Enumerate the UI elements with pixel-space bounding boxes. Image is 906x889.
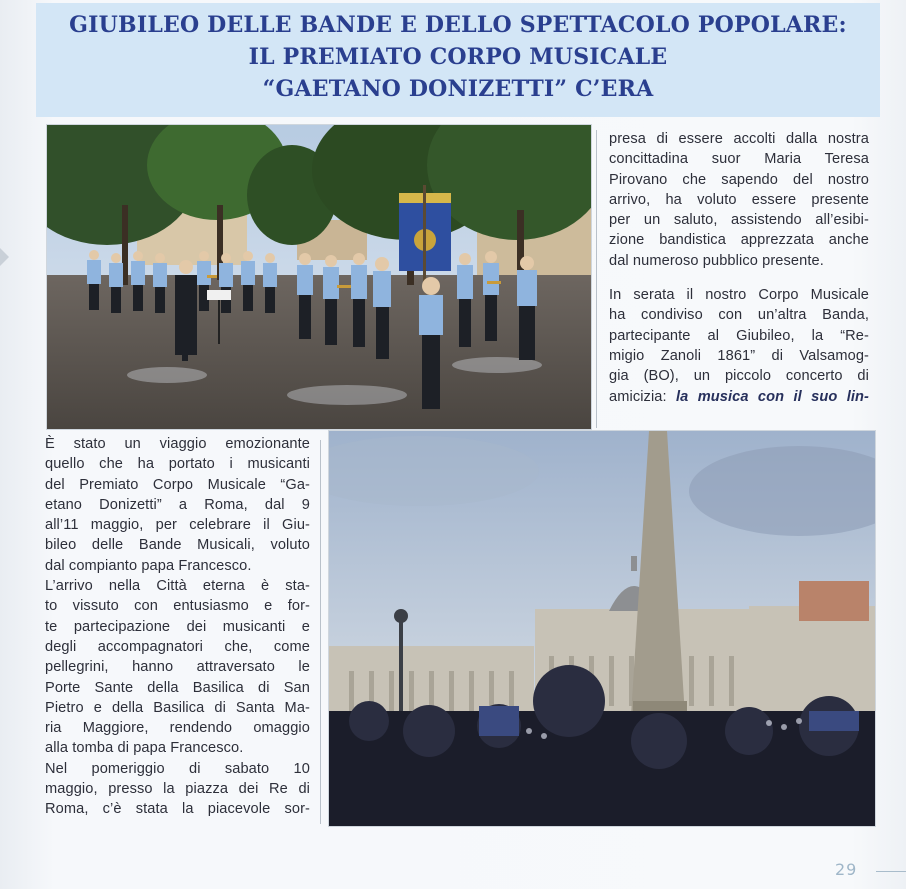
left-para2-line-2: to vissuto con entusiasmo e for- [45,598,310,615]
st-peters-square-photo [328,430,876,827]
right-para1-line-5: per un saluto, assistendo all’esibi- [609,212,869,229]
band-performance-illustration [47,125,591,429]
right-para2-line-6-plain: amicizia: [609,388,676,405]
left-para1-line-1: È stato un viaggio emozionante [45,436,310,452]
page-number-rule [876,871,906,872]
article-title-line-3: “GAETANO DONIZETTI” C’ERA [262,76,654,102]
right-para2-line-1: In serata il nostro Corpo Musicale [609,287,869,304]
right-para2-line-6 [609,387,869,407]
right-para2-line-3: partecipante al Giubileo, la “Re- [609,327,869,344]
left-para3-line-2: maggio, presso la piazza dei Re di [45,781,310,798]
st-peters-square-illustration [329,431,875,826]
left-para2-line-7: Pietro e della Basilica di Santa Ma- [45,699,310,716]
right-para2-line-5: gia (BO), un piccolo concerto di [609,368,869,385]
article-left-column [45,434,310,820]
left-para1-line-6: bileo delle Bande Musicali, voluto [45,537,310,554]
right-para2-line-6-emphasis: la musica con il suo lin- [676,388,869,405]
paragraph-gap [609,271,869,285]
article-title-line-2: IL PREMIATO CORPO MUSICALE [248,44,668,70]
right-para1-line-3: Pirovano che sapendo del nostro [609,171,869,188]
column-divider-left [320,440,321,824]
article-title-box [36,3,880,117]
left-para2-line-3: te partecipazione dei musicanti e [45,618,310,635]
page-number: 29 [835,860,858,879]
left-para2-line-9: alla tomba di papa Francesco. [45,740,244,757]
right-para1-line-2: concittadina suor Maria Teresa [609,151,869,168]
article-title-line-1: GIUBILEO DELLE BANDE E DELLO SPETTACOLO POPOLARE: [69,12,847,38]
left-para1-line-4: etano Donizetti” a Roma, dal 9 [45,496,310,513]
left-para1-line-2: quello che ha portato i musicanti [45,456,310,473]
left-para2-line-6: Porte Sante della Basilica di San [45,679,310,696]
right-para2-line-2: ha condiviso con un’altra Banda, [609,307,869,324]
article-right-column [609,129,869,407]
left-para1-line-7: dal compianto papa Francesco. [45,557,252,574]
left-para3-line-3: Roma, c’è stata la piacevole sor- [45,801,310,818]
band-performance-photo [46,124,592,430]
right-para1-line-4: arrivo, ha voluto essere presente [609,191,869,208]
left-para1-line-5: all’11 maggio, per celebrare il Giu- [45,517,310,534]
right-para1-line-6: zione bandistica apprezzata anche [609,232,869,249]
left-para2-line-5: pellegrini, hanno attraversato le [45,659,310,676]
left-para1-line-3: del Premiato Corpo Musicale “Ga- [45,476,310,493]
left-para2-line-1: L’arrivo nella Città eterna è sta- [45,578,310,595]
column-divider-right [596,130,597,428]
right-para1-line-7: dal numeroso pubblico presente. [609,252,824,269]
page-edge-arrow-icon [0,248,9,266]
left-para2-line-4: degli accompagnatori che, come [45,638,310,655]
left-para3-line-1: Nel pomeriggio di sabato 10 [45,760,310,777]
right-para2-line-4: migio Zanoli 1861” di Valsamog- [609,347,869,364]
right-para1-line-1: presa di essere accolti dalla nostra [609,131,869,147]
left-para2-line-8: ria Maggiore, rendendo omaggio [45,720,310,737]
